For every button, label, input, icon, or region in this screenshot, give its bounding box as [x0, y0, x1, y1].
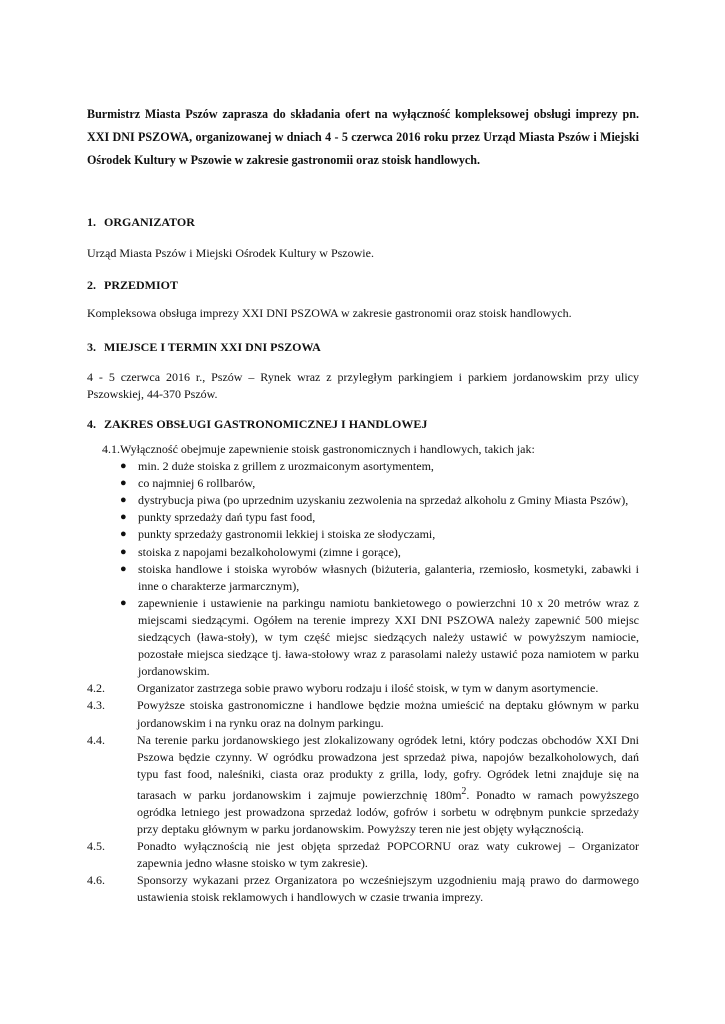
bullet-item	[120, 492, 647, 509]
bullet-item	[120, 595, 647, 680]
bullet-text: punkty sprzedaży gastronomii lekkiej i stoiska ze słodyczami,	[138, 527, 436, 542]
bullet-text: dystrybucja piwa (po uprzednim uzyskaniu zezwolenia na sprzedaż alkoholu z Gminy Miasta Pszów),	[138, 493, 629, 508]
intro-paragraph: Burmistrz Miasta Pszów zaprasza do składania ofert na wyłączność kompleksowej obsługi imprezy pn. XXI DNI PSZOWA, organizowanej w dniach 4 - 5 czerwca 2016 roku przez Urząd Miasta Pszów i Miejski Ośrodek Kultury w Pszowie w zakresie gastronomii oraz stoisk handlowych.	[87, 107, 639, 167]
bullet-item	[120, 544, 647, 561]
bullet-text: co najmniej 6 rollbarów,	[138, 476, 256, 491]
list-item-4-1	[87, 441, 647, 458]
item-text: Wyłączność obejmuje zapewnienie stoisk gastronomicznych i handlowych, takich jak:	[120, 442, 535, 456]
section-title: ORGANIZATOR	[104, 215, 195, 229]
bullet-icon: ●	[120, 494, 127, 507]
bullet-text: stoiska z napojami bezalkoholowymi (zimne i gorące),	[138, 544, 401, 559]
section-title: PRZEDMIOT	[104, 278, 179, 292]
bullet-item	[120, 561, 647, 595]
bullet-item	[120, 526, 647, 543]
item-number: 4.4.	[87, 732, 105, 747]
bullet-icon: ●	[120, 511, 127, 524]
item-number: 4.1.	[102, 442, 120, 456]
bullet-item	[120, 458, 647, 475]
item-text: Powyższe stoiska gastronomiczne i handlowe będzie można umieścić na deptaku głównym w parku jordanowskim i na rynku oraz na dolnym parkingu.	[137, 698, 639, 730]
bullet-text: stoiska handlowe i stoiska wyrobów własnych (biżuteria, galanteria, rzemiosło, kosmetyki, zabawki i inne o charakterze jarmarcznym),	[138, 561, 639, 593]
bullet-icon: ●	[120, 545, 127, 558]
bullet-icon: ●	[120, 460, 127, 473]
list-item-4-6	[87, 872, 647, 906]
bullet-icon: ●	[120, 528, 127, 541]
section-heading-miejsce-termin	[87, 339, 321, 355]
list-item-4-4	[87, 732, 647, 839]
bullet-icon: ●	[120, 477, 127, 490]
bullet-item	[120, 509, 647, 526]
section-heading-przedmiot	[87, 277, 178, 293]
item-text-part: Na terenie parku jordanowskiego jest zlokalizowany ogródek letni, który podczas obchodów XXI Dni Pszowa będzie czynny. W ogródku prowadzona jest sprzedaż piwa, napojów bezalkoholowych, dań typu fast food, naleśniki, ciasta oraz produkty z grilla, lody, gofry. Ogródek letni znajduje się na tarasach w parku jordanowskim i zajmuje powierzchnię 180m	[137, 732, 639, 802]
bullet-text: min. 2 duże stoiska z grillem z urozmaiconym asortymentem,	[138, 459, 434, 474]
list-item-4-5	[87, 838, 647, 872]
item-text: Organizator zastrzega sobie prawo wyboru rodzaju i ilość stoisk, w tym w danym asortymencie.	[137, 681, 599, 696]
superscript: 2	[461, 785, 467, 797]
item-number: 4.3.	[87, 698, 105, 713]
section-title: ZAKRES OBSŁUGI GASTRONOMICZNEJ I HANDLOWEJ	[104, 417, 428, 431]
bullet-icon: ●	[120, 596, 127, 609]
item-number: 4.2.	[87, 681, 105, 696]
zakres-list	[87, 441, 647, 907]
bullet-list	[87, 458, 647, 680]
section-title: MIEJSCE I TERMIN XXI DNI PSZOWA	[104, 340, 321, 354]
item-text: Ponadto wyłącznością nie jest objęta sprzedaż POPCORNU oraz waty cukrowej – Organizator zapewnia jedno własne stoisko w tym zakresie).	[137, 839, 639, 871]
section-heading-zakres	[87, 416, 427, 432]
bullet-icon: ●	[120, 562, 127, 575]
list-item-4-3	[87, 697, 647, 731]
section-heading-organizator	[87, 214, 195, 230]
section-number: 3.	[87, 340, 96, 354]
item-text-part: . Ponadto w ramach powyższego ogródka letniego jest prowadzona sprzedaż lodów, gofrów i sorbetu w odrębnym punkcie sprzedaży przy deptaku głównym w parku jordanowskim. Powyższy teren nie jest objęty wyłącznością.	[137, 787, 639, 837]
section-text-przedmiot: Kompleksowa obsługa imprezy XXI DNI PSZOWA w zakresie gastronomii oraz stoisk handlowych.	[87, 306, 572, 320]
section-text-organizator: Urząd Miasta Pszów i Miejski Ośrodek Kultury w Pszowie.	[87, 246, 374, 260]
bullet-text: punkty sprzedaży dań typu fast food,	[138, 510, 316, 525]
section-number: 1.	[87, 215, 96, 229]
section-number: 2.	[87, 278, 96, 292]
item-number: 4.6.	[87, 873, 105, 888]
bullet-item	[120, 475, 647, 492]
list-item-4-2	[87, 680, 647, 697]
section-number: 4.	[87, 417, 96, 431]
item-text: Sponsorzy wykazani przez Organizatora po wcześniejszym uzgodnieniu mają prawo do darmowego ustawienia stoisk reklamowych i handlowych w czasie trwania imprezy.	[137, 873, 639, 905]
bullet-text: zapewnienie i ustawienie na parkingu namiotu bankietowego o powierzchni 10 x 20 metrów wraz z miejscami siedzącymi. Ogółem na terenie imprezy XXI DNI PSZOWA należy zapewnić 500 miejsc siedzących (ława-stoły), w tym część miejsc siedzących należy ustawić w powyższym namiocie, pozostałe miejsca siedzące tj. ława-stołowy wraz z parasolami należy ustawić poza namiotem w parku jordanowskim.	[138, 595, 639, 679]
item-number: 4.5.	[87, 839, 105, 854]
item-text	[137, 732, 647, 839]
section-text-miejsce-termin: 4 - 5 czerwca 2016 r., Pszów – Rynek wraz z przyległym parkingiem i parkiem jordanowskim przy ulicy Pszowskiej, 44-370 Pszów.	[87, 370, 639, 401]
